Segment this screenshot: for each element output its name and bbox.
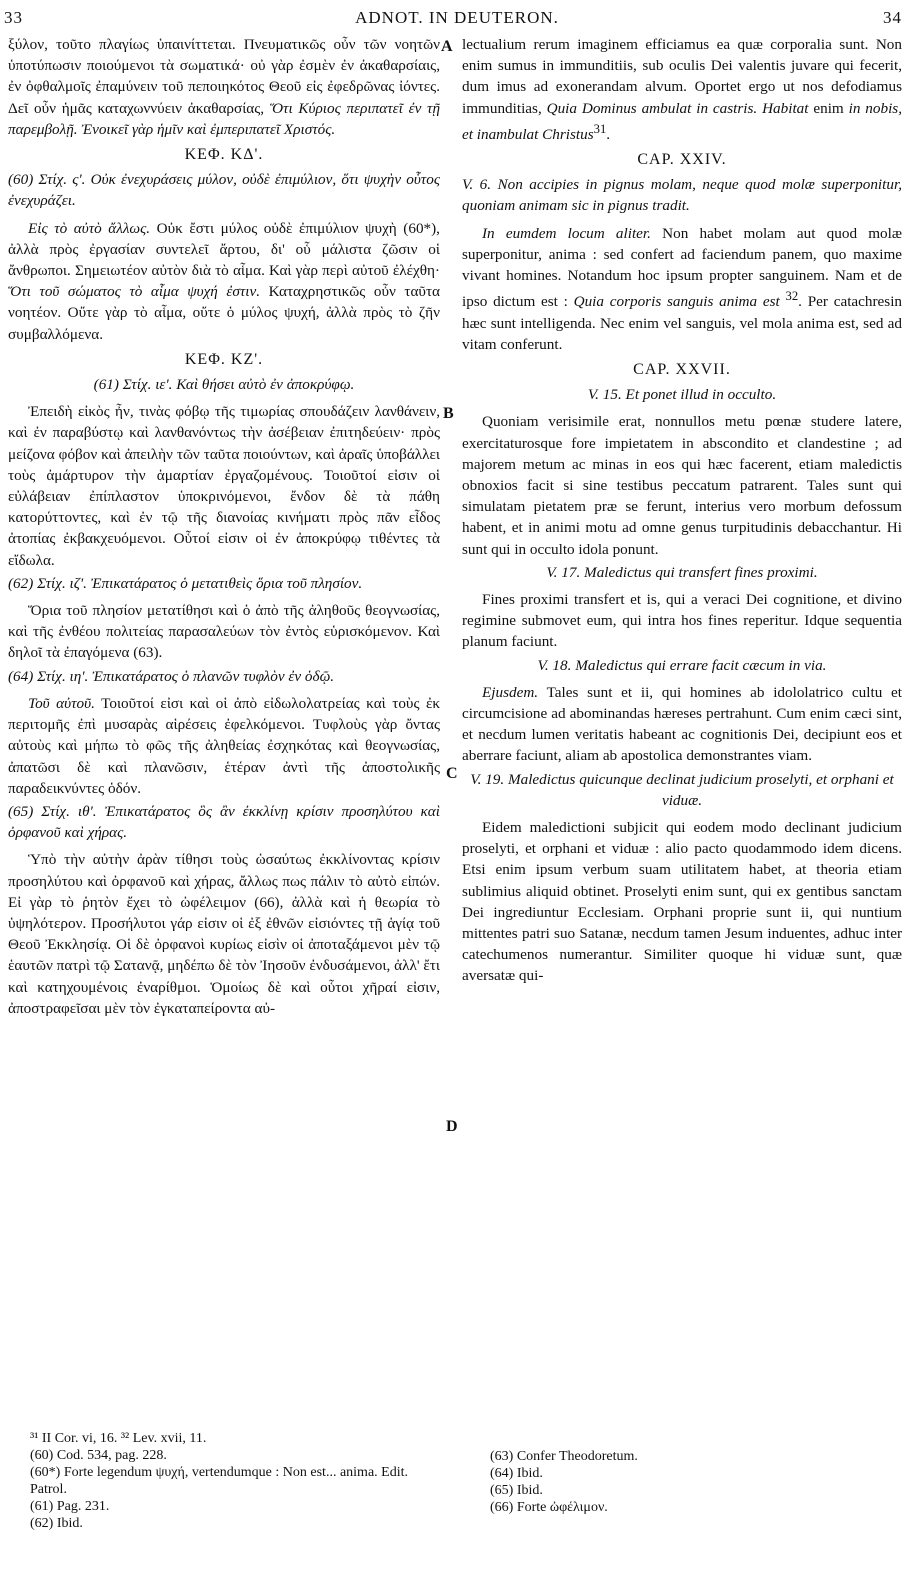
verse-heading: (62) Στίχ. ιζ'. Ἐπικατάρατος ὁ μετατιθεὶς ὅρια τοῦ πλησίον. <box>8 574 363 592</box>
margin-marker-b: B <box>443 405 454 422</box>
latin-paragraph: lectualium rerum imaginem efficiamus ea quæ corporalia sunt. Non enim sumus in immunditiis, sub oculis Dei valentis juvare qui fecerit, dum imus ad exonerandam alvum. Oportet ergo ut nos defodiamus immunditias, Quia Dominus ambulat in castris. Habitat enim in nobis, et inambulat Christus$^{31}$. <box>462 36 903 143</box>
verse-heading: (61) Στίχ. ιε'. Καὶ θήσει αὐτὸ ἐν ἀποκρύφῳ. <box>93 376 355 394</box>
scripture-quote: Ὅτι τοῦ σώματος τὸ αἷμα ψυχή ἐστιν. <box>8 283 261 301</box>
latin-paragraph <box>462 223 902 355</box>
latin-paragraph: Quoniam verisimile erat, nonnullos metu pœnæ studere latere, exercitaturosque fore impietatem in abscondito et clandestine ; ad majorem metum ac minas in eos qui hæc facerent, etiam maledictis obnoxios facit si sine testibus peccatum patrarent. Tales sunt qui simulatam pietatem præ se ferunt, interius vero morbum defossum habent, et in animi motu ad omne genus turpitudinis debacchantur. Hi sunt qui in occulto idola ponunt. <box>462 413 902 558</box>
margin-marker-a: A <box>441 38 453 55</box>
verse-heading: (64) Στίχ. ιη'. Ἐπικατάρατος ὁ πλανῶν τυφλὸν ἐν ὁδῷ. <box>8 667 335 685</box>
verse-heading: V. 17. Maledictus qui transfert fines proximi. <box>546 563 818 581</box>
greek-paragraph <box>8 218 440 345</box>
verse-heading: (65) Στίχ. ιθ'. Ἐπικατάρατος ὃς ἂν ἐκκλίνῃ κρίσιν προσηλύτου καὶ ὀρφανοῦ καὶ χήρας. <box>8 802 440 842</box>
footnote: (66) Forte ὠφέλιμον. <box>490 1500 608 1515</box>
page-title: ADNOT. IN DEUTERON. <box>355 8 559 27</box>
text: lectualium rerum imaginem efficiamus ea quæ corporalia sunt. Non enim sumus in immunditiis, sub oculis Dei valentis juvare qui fecerit, dum imus ad exonerandam alvum. Oportet ergo ut nos defodiamus immunditias, <box>462 36 902 117</box>
footnote: (63) Confer Theodoretum. <box>490 1449 638 1464</box>
chapter-heading: ΚΕΦ. ΚΔ'. <box>184 146 264 164</box>
greek-column <box>8 34 440 1021</box>
footnote: (64) Ibid. <box>490 1466 543 1481</box>
greek-paragraph: Ὅρια τοῦ πλησίον μετατίθησι καὶ ὁ ἀπὸ τῆς ἀληθοῦς θεογνωσίας, καὶ τῆς ἐνθέου πολιτείας παρασαλεύων τὸν ἐντὸς εὑρισκόμενον. Καὶ δηλοῖ τὰ ἐπαγόμενα (63). <box>8 602 440 662</box>
chapter-heading: CAP. XXIV. <box>637 151 727 169</box>
latin-paragraph <box>462 682 902 767</box>
scripture-quote: Quia corporis sanguis anima est <box>573 293 780 311</box>
scripture-quote: Ὅτι Κύριος περιπατεῖ ἐν τῇ παρεμβολῇ. Ἐνοικεῖ γὰρ ἡμῖν καὶ ἐμπεριπατεῖ Χριστός. <box>8 99 441 138</box>
text: enim <box>813 99 844 117</box>
chapter-heading: CAP. XXVII. <box>633 360 731 378</box>
scripture-quote: Quia Dominus ambulat in castris. Habitat <box>546 99 809 117</box>
footnotes-right <box>490 1448 890 1516</box>
greek-paragraph <box>8 34 440 140</box>
greek-paragraph <box>8 693 440 799</box>
text: Non habet molam aut quod molæ superponitur, anima : sed confert ad faciendum panem, quo maxime vivant homines. Notandum hoc ipsum propter sanguinem. Nam et de ipso dictum est : <box>462 224 902 311</box>
latin-column <box>462 34 902 989</box>
verse-heading: V. 19. Maledictus quicunque declinat judicium proselyti, et orphani et viduæ. <box>470 770 894 809</box>
verse-heading: (60) Στίχ. ς'. Οὐκ ἐνεχυράσεις μύλον, οὐδὲ ἐπιμύλιον, ὅτι ψυχὴν οὗτος ἐνεχυράζει. <box>8 171 440 210</box>
footnote: ³¹ II Cor. vi, 16. ³² Lev. xvii, 11. <box>30 1431 207 1446</box>
latin-paragraph: Fines proximi transfert et is, qui a veraci Dei cognitione, et divino regimine submovet eum, qui intra hos fines reperitur. Idque sequentia planum faciunt. <box>462 591 902 651</box>
footnote: (65) Ibid. <box>490 1483 543 1498</box>
footnote-ref: 32 <box>785 289 799 304</box>
page-number-right: 34 <box>883 8 902 27</box>
footnote: (62) Ibid. <box>30 1516 83 1531</box>
footnotes-left <box>30 1430 440 1532</box>
lead-in: Εἰς τὸ αὐτὸ ἄλλως. <box>28 219 151 237</box>
running-header <box>0 8 914 32</box>
scripture-quote: in nobis, et inambulat Christus <box>462 99 903 143</box>
footnote: (61) Pag. 231. <box>30 1499 110 1514</box>
lead-in: Τοῦ αὐτοῦ. <box>28 694 95 712</box>
text: . Per catachresin hæc sunt intelligenda. Nec enim vel sanguis, vel mola anima est, sed ad vitam conferunt. <box>462 293 903 353</box>
footnote: (60*) Forte legendum ψυχή, vertendumque : Non est... anima. Edit. Patrol. <box>30 1465 408 1497</box>
text: Τοιοῦτοί εἰσι καὶ οἱ ἀπὸ εἰδωλολατρείας καὶ τοὺς ἐκ περιτομῆς ἐπὶ μυσαρὰς αἱρέσεις ἐφελκόμενοι. Τυφλοὺς γὰρ ὄντας αὐτοὺς καὶ μήπω τὸ φῶς τῆς ἀληθείας ἐσχηκότας καὶ θεογνωσίας, ἀπατῶσι δὲ καὶ πλανῶσιν, ἑτέραν ἀντὶ τῆς ἀποστολικῆς παραδεικνύντες ὁδόν. <box>8 694 441 797</box>
lead-in: In eumdem locum aliter. <box>482 224 651 242</box>
greek-paragraph: Ὑπὸ τὴν αὐτὴν ἀρὰν τίθησι τοὺς ὡσαύτως ἐκκλίνοντας κρίσιν προσηλύτου καὶ ὀρφανοῦ καὶ χήρας, ἄλλως πως πάλιν τὸ αὐτὸ εἰπών. Εἰ γὰρ τὸ ῥητὸν ἔχει τὸ ὠφέλειμον (66), ἀλλὰ καὶ ἡ θεωρία τὸ ὑψηλότερον. Προσήλυτοι γάρ εἰσιν οἱ ἐξ ἐθνῶν εἰσιόντες τῇ ἁγίᾳ τοῦ Θεοῦ Ἐκκλησίᾳ. Οἱ δὲ ὀρφανοὶ κυρίως εἰσὶν οἱ ἀποταξάμενοι μὲν τῷ ἑαυτῶν πατρὶ τῷ Σατανᾷ, μηδέπω δὲ τὸν Ἰησοῦν ἐνδυσάμενοι, ἀλλ' ἔτι καὶ κατηχουμένοις ἐναρίθμοι. Ὁμοίως δὲ καὶ οὗτοι χῆραί εἰσιν, ἀποστραφεῖσαι μὲν τὸν ἐγκαταπείροντα αὐ- <box>8 851 440 1017</box>
text: Οὐκ ἔστι μύλος οὐδὲ ἐπιμύλιον ψυχὴ (60*), ἀλλὰ πρὸς ἐργασίαν συντελεῖ ἄρτου, δι' οὗ μάλιστα ζῶσιν οἱ ἄνθρωποι. Σημειωτέον αὐτὸν διὰ τὸ αἷμα. Καὶ γὰρ περὶ αὐτοῦ ἐλέχθη· <box>8 219 440 280</box>
margin-marker-c: C <box>446 765 458 782</box>
verse-heading: V. 6. Non accipies in pignus molam, neque quod molæ superponitur, quoniam animam sic in pignus tradit. <box>462 176 902 215</box>
text: Tales sunt et ii, qui homines ab idololatrico cultu et circumcisione ad abominandas hæreses pertrahunt. Cum enim cæci sint, et necdum lumen veritatis habeant ac cognitionis Dei, decipiunt eos et aberrare faciunt, aliam ab apostolica demonstrantes viam. <box>462 683 902 765</box>
page-number-left: 33 <box>4 8 23 27</box>
margin-marker-d: D <box>446 1118 458 1135</box>
chapter-heading: ΚΕΦ. ΚΖ'. <box>184 350 264 368</box>
footnote-ref: 31 <box>593 121 607 136</box>
lead-in: Ejusdem. <box>482 683 539 701</box>
greek-paragraph: Ἐπειδὴ εἰκὸς ἦν, τινὰς φόβῳ τῆς τιμωρίας σπουδάζειν λανθάνειν, καὶ ἐν παραβύστῳ καὶ λανθανόντως τὴν ἀσέβειαν ἐπιτηδεύειν· πρὸς μείζονα φόβον καὶ ἀπειλὴν τῶν ταῦτα ποιούντων, καὶ ἀραῖς ὑποβάλλει τοὺς ἀμάρτυρον τὴν ἁμαρτίαν ἐργαζομένους. Τοιοῦτοί εἰσιν οἱ εὐλάβειαν ἐπίπλαστον ὑποκρινόμενοι, ἔνδον δὲ τὰ πάθη κατορύττοντες, καὶ ἐν τῷ τῆς διανοίας κινήματι πρὸς πᾶν εἶδος ἀτοπίας ἐκβακχευόμενοι. Οὗτοί εἰσιν οἱ ἐν ἀποκρύφῳ τιθέντες τὰ εἴδωλα. <box>8 403 440 569</box>
footnote: (60) Cod. 534, pag. 228. <box>30 1448 167 1463</box>
text: ξύλον, τοῦτο πλαγίως ὑπαινίττεται. Πνευματικῶς οὖν τῶν νοητῶν ὑποτύπωσιν ποιούμενοι τὰ σωματικά· οὐ γὰρ ἐσμὲν ἐν ἀκαθαρσίαις, ἐν ὀφθαλμοῖς ἐπαμύνειν τοῦ πεποιηκότος Θεοῦ εἰς ἐφεδρῶνας ἰόντες. Δεῖ οὖν ἡμᾶς καταχωννύειν ἀκαθαρσίας, <box>8 36 440 117</box>
text: Καταχρηστικῶς οὖν ταῦτα νοητέον. Οὔτε γὰρ τὸ αἷμα, οὔτε ὁ μύλος ψυχή, ἀλλὰ πρὸς τὸ ζῆν συμβαλλόμενα. <box>8 283 441 343</box>
verse-heading: V. 18. Maledictus qui errare facit cæcum in via. <box>537 656 827 674</box>
verse-heading: V. 15. Et ponet illud in occulto. <box>587 386 777 404</box>
latin-paragraph: Eidem maledictioni subjicit qui eodem modo declinant judicium proselyti, et orphani et viduæ : alio pacto quodammodo idem dicens. Etsi enim ipsum verbum suam utilitatem habet, at theoria etiam sublimius aliquid obtinet. Proselyti enim sunt, qui ex gentibus sanctam Dei ingrediuntur Ecclesiam. Orphani proprie sunt ii, qui nuntium mittentes patri suo Satanæ, necdum tamen Jesum induentes, adhuc inter catechumenos numerantur. Similiter quoque hi viduæ sunt, quæ aversatæ qui- <box>462 819 902 985</box>
